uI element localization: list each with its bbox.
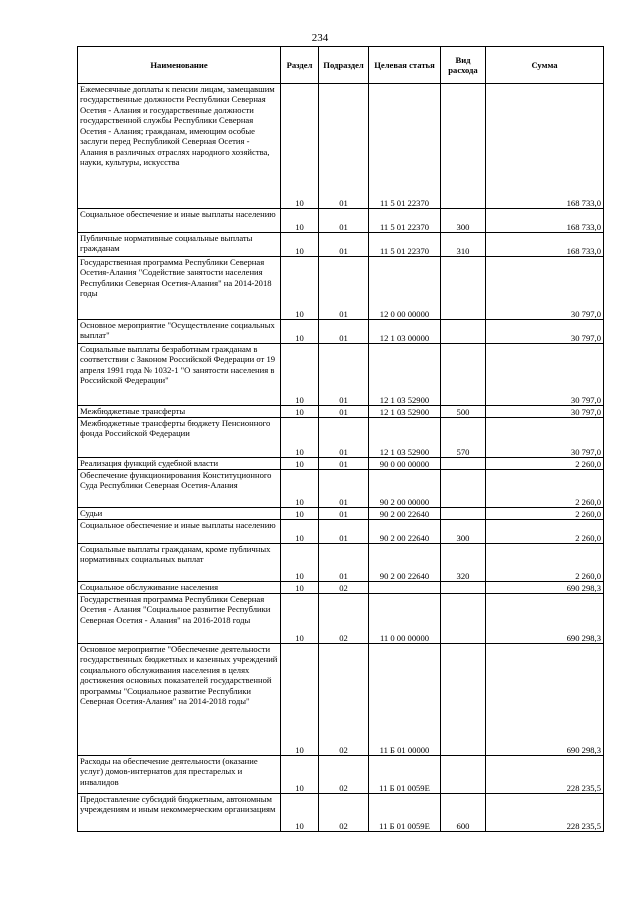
row-name: Расходы на обеспечение деятельности (оказание услуг) домов-интернатов для престарелых и инвалидов bbox=[78, 756, 281, 794]
row-section: 10 bbox=[281, 508, 319, 520]
table-row bbox=[78, 233, 604, 257]
row-expense-type bbox=[441, 594, 486, 644]
row-section: 10 bbox=[281, 84, 319, 209]
table-row bbox=[78, 320, 604, 344]
row-amount: 168 733,0 bbox=[486, 84, 604, 209]
row-name: Публичные нормативные социальные выплаты гражданам bbox=[78, 233, 281, 257]
row-section: 10 bbox=[281, 344, 319, 406]
row-section: 10 bbox=[281, 406, 319, 418]
row-expense-type: 600 bbox=[441, 794, 486, 832]
row-subsection: 01 bbox=[319, 344, 369, 406]
row-subsection: 01 bbox=[319, 418, 369, 458]
row-expense-type: 310 bbox=[441, 233, 486, 257]
row-target-item: 90 2 00 22640 bbox=[369, 508, 441, 520]
row-name: Обеспечение функционирования Конституционного Суда Республики Северная Осетия-Алания bbox=[78, 470, 281, 508]
row-subsection: 01 bbox=[319, 233, 369, 257]
row-subsection: 02 bbox=[319, 644, 369, 756]
row-expense-type bbox=[441, 84, 486, 209]
row-amount: 690 298,3 bbox=[486, 594, 604, 644]
row-expense-type: 320 bbox=[441, 544, 486, 582]
row-subsection: 01 bbox=[319, 470, 369, 508]
row-expense-type bbox=[441, 644, 486, 756]
row-section: 10 bbox=[281, 470, 319, 508]
row-expense-type bbox=[441, 320, 486, 344]
row-subsection: 01 bbox=[319, 406, 369, 418]
row-amount: 690 298,3 bbox=[486, 644, 604, 756]
row-subsection: 01 bbox=[319, 257, 369, 320]
row-expense-type bbox=[441, 470, 486, 508]
row-amount: 30 797,0 bbox=[486, 257, 604, 320]
table-row bbox=[78, 84, 604, 209]
header-subsection: Подраздел bbox=[319, 47, 369, 84]
row-expense-type: 570 bbox=[441, 418, 486, 458]
row-subsection: 01 bbox=[319, 209, 369, 233]
row-expense-type: 500 bbox=[441, 406, 486, 418]
table-row bbox=[78, 544, 604, 582]
row-target-item: 11 5 01 22370 bbox=[369, 233, 441, 257]
row-name: Государственная программа Республики Северная Осетия-Алания "Содействие занятости населения Республики Северная Осетия-Алания" на 2014-2018 годы bbox=[78, 257, 281, 320]
row-expense-type bbox=[441, 458, 486, 470]
row-amount: 30 797,0 bbox=[486, 344, 604, 406]
row-amount: 2 260,0 bbox=[486, 470, 604, 508]
row-expense-type: 300 bbox=[441, 209, 486, 233]
table-row bbox=[78, 508, 604, 520]
table-row bbox=[78, 406, 604, 418]
row-amount: 30 797,0 bbox=[486, 418, 604, 458]
row-target-item: 11 Б 01 0059Е bbox=[369, 756, 441, 794]
table-row bbox=[78, 209, 604, 233]
row-amount: 168 733,0 bbox=[486, 233, 604, 257]
row-amount: 2 260,0 bbox=[486, 508, 604, 520]
row-expense-type bbox=[441, 508, 486, 520]
row-target-item: 11 5 01 22370 bbox=[369, 84, 441, 209]
row-expense-type: 300 bbox=[441, 520, 486, 544]
row-target-item: 90 2 00 22640 bbox=[369, 544, 441, 582]
budget-table bbox=[77, 46, 604, 832]
row-target-item: 90 2 00 00000 bbox=[369, 470, 441, 508]
table-row bbox=[78, 344, 604, 406]
row-name: Государственная программа Республики Северная Осетия - Алания "Социальное развитие Республики Северная Осетия - Алания" на 2016-2018 годы bbox=[78, 594, 281, 644]
row-amount: 30 797,0 bbox=[486, 320, 604, 344]
row-amount: 2 260,0 bbox=[486, 544, 604, 582]
row-target-item: 11 Б 01 00000 bbox=[369, 644, 441, 756]
row-expense-type bbox=[441, 344, 486, 406]
row-section: 10 bbox=[281, 233, 319, 257]
table-row bbox=[78, 594, 604, 644]
row-target-item: 11 5 01 22370 bbox=[369, 209, 441, 233]
row-section: 10 bbox=[281, 594, 319, 644]
row-target-item: 12 1 03 52900 bbox=[369, 406, 441, 418]
row-amount: 228 235,5 bbox=[486, 756, 604, 794]
row-subsection: 01 bbox=[319, 544, 369, 582]
row-name: Межбюджетные трансферты бюджету Пенсионного фонда Российской Федерации bbox=[78, 418, 281, 458]
row-section: 10 bbox=[281, 644, 319, 756]
row-target-item: 11 Б 01 0059Е bbox=[369, 794, 441, 832]
row-section: 10 bbox=[281, 520, 319, 544]
table-header bbox=[78, 47, 604, 84]
row-expense-type bbox=[441, 756, 486, 794]
row-name: Ежемесячные доплаты к пенсии лицам, замещавшим государственные должности Республики Северная Осетия - Алания и государственные должности государственной службы Республики Северная Осетия - Алания; гражданам, имеющим особые заслуги перед Республикой Северная Осетия - Алания в различных отраслях народного хозяйства, науки, культуры, искусства bbox=[78, 84, 281, 209]
row-section: 10 bbox=[281, 794, 319, 832]
row-subsection: 02 bbox=[319, 582, 369, 594]
row-section: 10 bbox=[281, 320, 319, 344]
header-name: Наименование bbox=[78, 47, 281, 84]
table-row bbox=[78, 644, 604, 756]
row-name: Предоставление субсидий бюджетным, автономным учреждениям и иным некоммерческим организациям bbox=[78, 794, 281, 832]
row-amount: 690 298,3 bbox=[486, 582, 604, 594]
row-section: 10 bbox=[281, 209, 319, 233]
row-amount: 168 733,0 bbox=[486, 209, 604, 233]
row-subsection: 01 bbox=[319, 520, 369, 544]
table-row bbox=[78, 520, 604, 544]
row-section: 10 bbox=[281, 544, 319, 582]
row-target-item: 11 0 00 00000 bbox=[369, 594, 441, 644]
row-name: Основное мероприятие "Обеспечение деятельности государственных бюджетных и казенных учреждений социального обслуживания населения в целях достижения основных показателей государственной программы "Социальное развитие Республики Северная Осетия-Алания" на 2014-2018 годы" bbox=[78, 644, 281, 756]
header-expense-type: Вид расхода bbox=[441, 47, 486, 84]
row-amount: 2 260,0 bbox=[486, 458, 604, 470]
row-subsection: 01 bbox=[319, 508, 369, 520]
row-section: 10 bbox=[281, 756, 319, 794]
header-target-item: Целевая статья bbox=[369, 47, 441, 84]
row-target-item bbox=[369, 582, 441, 594]
row-target-item: 12 0 00 00000 bbox=[369, 257, 441, 320]
row-subsection: 02 bbox=[319, 594, 369, 644]
row-name: Межбюджетные трансферты bbox=[78, 406, 281, 418]
table-row bbox=[78, 470, 604, 508]
row-name: Социальное обеспечение и иные выплаты населению bbox=[78, 520, 281, 544]
row-target-item: 12 1 03 52900 bbox=[369, 418, 441, 458]
table-row bbox=[78, 582, 604, 594]
row-target-item: 12 1 03 00000 bbox=[369, 320, 441, 344]
row-target-item: 90 2 00 22640 bbox=[369, 520, 441, 544]
row-section: 10 bbox=[281, 458, 319, 470]
row-name: Социальное обеспечение и иные выплаты населению bbox=[78, 209, 281, 233]
row-subsection: 02 bbox=[319, 794, 369, 832]
row-target-item: 90 0 00 00000 bbox=[369, 458, 441, 470]
row-target-item: 12 1 03 52900 bbox=[369, 344, 441, 406]
row-subsection: 01 bbox=[319, 320, 369, 344]
table-row bbox=[78, 794, 604, 832]
header-amount: Сумма bbox=[486, 47, 604, 84]
row-section: 10 bbox=[281, 582, 319, 594]
row-name: Социальные выплаты гражданам, кроме публичных нормативных социальных выплат bbox=[78, 544, 281, 582]
row-section: 10 bbox=[281, 418, 319, 458]
table-body bbox=[78, 84, 604, 832]
table-row bbox=[78, 458, 604, 470]
table-row bbox=[78, 756, 604, 794]
table-row bbox=[78, 257, 604, 320]
row-amount: 30 797,0 bbox=[486, 406, 604, 418]
row-name: Реализация функций судебной власти bbox=[78, 458, 281, 470]
row-amount: 2 260,0 bbox=[486, 520, 604, 544]
row-section: 10 bbox=[281, 257, 319, 320]
row-name: Судьи bbox=[78, 508, 281, 520]
row-name: Социальное обслуживание населения bbox=[78, 582, 281, 594]
header-section: Раздел bbox=[281, 47, 319, 84]
table-row bbox=[78, 418, 604, 458]
header-row bbox=[78, 47, 604, 84]
row-subsection: 02 bbox=[319, 756, 369, 794]
row-name: Социальные выплаты безработным гражданам в соответствии с Законом Российской Федерации от 19 апреля 1991 года № 1032-1 "О занятости населения в Российской Федерации" bbox=[78, 344, 281, 406]
row-expense-type bbox=[441, 582, 486, 594]
row-subsection: 01 bbox=[319, 84, 369, 209]
row-name: Основное мероприятие "Осуществление социальных выплат" bbox=[78, 320, 281, 344]
row-amount: 228 235,5 bbox=[486, 794, 604, 832]
page-number: 234 bbox=[311, 32, 329, 44]
row-expense-type bbox=[441, 257, 486, 320]
row-subsection: 01 bbox=[319, 458, 369, 470]
